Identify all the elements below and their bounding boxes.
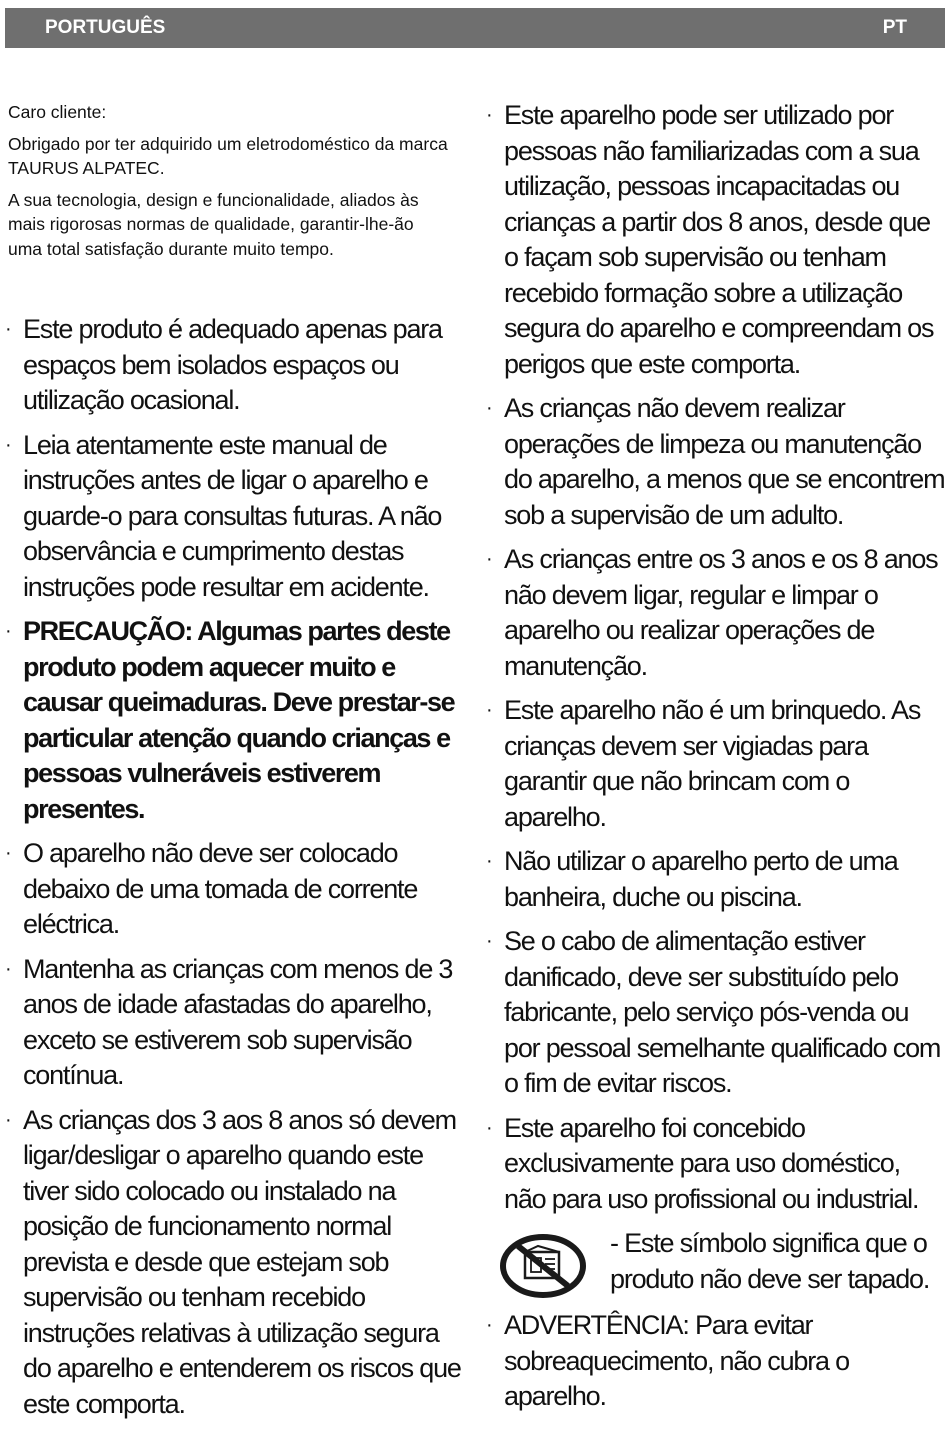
bullet: ·: [486, 548, 492, 570]
symbol-note: [486, 1226, 946, 1299]
bullet: ·: [5, 1108, 11, 1131]
bullet: ·: [486, 104, 492, 126]
list-item: [5, 836, 465, 943]
bullet: ·: [486, 1314, 492, 1336]
symbol-text: - Este símbolo significa que o produto não deve ser tapado.: [610, 1228, 930, 1294]
list-item: [486, 391, 946, 533]
item-text: Este aparelho não é um brinquedo. As crianças devem ser vigiadas para garantir que não brincam com o aparelho.: [504, 695, 921, 832]
item-text: Este aparelho pode ser utilizado por pessoas não familiarizadas com a sua utilização, pessoas incapacitadas ou crianças a partir dos 8 anos, desde que o façam sob supervisão ou tenham recebido formação sobre a utilização segura do aparelho e compreendam os perigos que este comporta.: [504, 100, 934, 379]
language-header: [5, 8, 945, 48]
list-item: [5, 428, 465, 606]
warning-text: ADVERTÊNCIA: Para evitar sobreaquecimento, não cubra o aparelho.: [504, 1310, 849, 1411]
list-item: [5, 312, 465, 419]
list-item: [486, 924, 946, 1102]
bullet: ·: [5, 318, 11, 340]
thanks-paragraph: Obrigado por ter adquirido um eletrodoméstico da marca TAURUS ALPATEC.: [8, 133, 448, 178]
language-code: PT: [882, 17, 907, 38]
item-text: Se o cabo de alimentação estiver danificado, deve ser substituído pelo fabricante, pelo serviço pós-venda ou por pessoal semelhante qualificado com o fim de evitar riscos.: [504, 926, 941, 1098]
list-item: [486, 98, 946, 382]
bullet: ·: [5, 620, 11, 642]
list-item: [5, 1103, 465, 1423]
bullet: ·: [5, 842, 11, 864]
right-column: [486, 98, 946, 1424]
intro-text: [8, 100, 448, 268]
list-item: [486, 693, 946, 835]
bullet: ·: [5, 433, 11, 456]
language-label: PORTUGUÊS: [45, 17, 166, 38]
list-item: [486, 1111, 946, 1218]
item-text: Este produto é adequado apenas para espaços bem isolados espaços ou utilização ocasional.: [23, 314, 442, 415]
caution-text: PRECAUÇÃO: Algumas partes deste produto podem aquecer muito e causar queimaduras. Deve prestar-se particular atenção quando crianças e pessoas vulneráveis estiverem presentes.: [23, 616, 455, 824]
bullet: ·: [486, 397, 492, 419]
list-item: [5, 614, 465, 827]
item-text: O aparelho não deve ser colocado debaixo de uma tomada de corrente eléctrica.: [23, 838, 418, 939]
bullet: ·: [486, 699, 492, 721]
bullet: ·: [5, 957, 11, 980]
item-text: Este aparelho foi concebido exclusivamente para uso doméstico, não para uso profissional ou industrial.: [504, 1112, 919, 1214]
list-item: [5, 952, 465, 1094]
list-item: [486, 844, 946, 915]
list-item: [486, 1308, 946, 1415]
greeting: Caro cliente:: [8, 102, 107, 122]
item-text: As crianças dos 3 aos 8 anos só devem ligar/desligar o aparelho quando este tiver sido colocado ou instalado na posição de funcionamento normal prevista e desde que estejam sob supervisão ou tenham recebido instruções relativas à utilização segura do aparelho e entenderem os riscos que este comporta.: [23, 1104, 461, 1419]
quality-paragraph: A sua tecnologia, design e funcionalidade, aliados às mais rigorosas normas de qualidade, garantir-lhe-ão uma total satisfação durante muito tempo.: [8, 189, 419, 259]
item-text: As crianças não devem realizar operações de limpeza ou manutenção do aparelho, a menos que se encontrem sob a supervisão de um adulto.: [504, 393, 945, 530]
left-column: [5, 312, 465, 1431]
item-text: Não utilizar o aparelho perto de uma banheira, duche ou piscina.: [504, 846, 898, 912]
list-item: [486, 542, 946, 684]
do-not-cover-icon: [498, 1233, 588, 1299]
bullet: ·: [486, 850, 492, 872]
item-text: Leia atentamente este manual de instruções antes de ligar o aparelho e guarde-o para consultas futuras. A não observância e cumprimento destas instruções pode resultar em acidente.: [23, 429, 442, 602]
bullet: ·: [486, 1116, 492, 1139]
item-text: As crianças entre os 3 anos e os 8 anos não devem ligar, regular e limpar o aparelho ou realizar operações de manutenção.: [504, 544, 938, 681]
item-text: Mantenha as crianças com menos de 3 anos de idade afastadas do aparelho, exceto se estiverem sob supervisão contínua.: [23, 953, 453, 1090]
bullet: ·: [486, 930, 492, 952]
